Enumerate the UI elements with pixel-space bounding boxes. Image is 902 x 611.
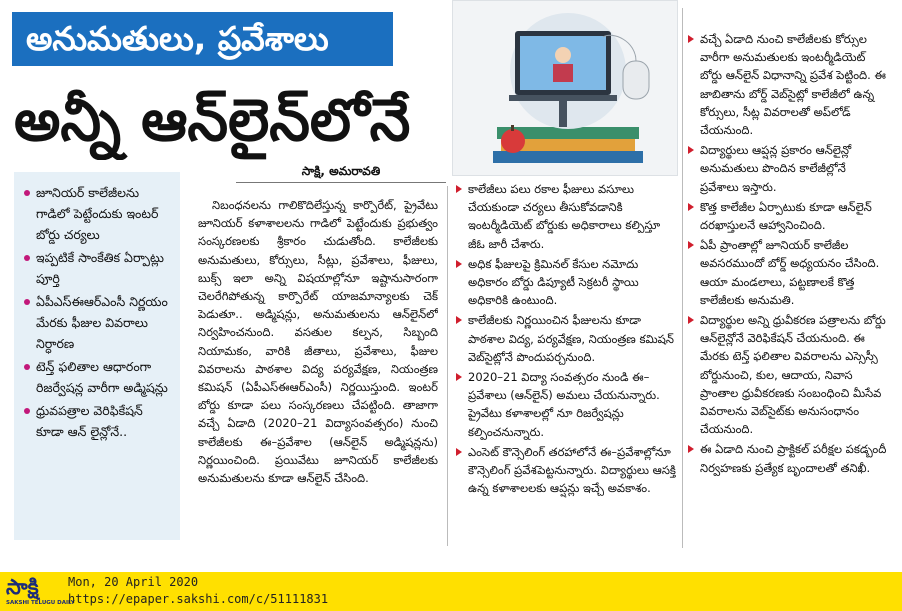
arrow-bullet-icon (456, 316, 462, 324)
list-item: విద్యార్థుల అన్ని ధ్రువీకరణ పత్రాలను బోర్డు ఆన్‌లైన్లోనే వెరిఫికేషన్ చేయనుంది. ఈ మేరకు టెన్త్ ఫలితాల వివరాలను ఎస్సెస్సీ బోర్డునుంచి, కుల, ఆదాయ, నివాస ప్రాంతాల ధ్రువీకరణకు సంబంధించి మీసేవ వివరాలను వెబ్‌సైట్‌కు అనుసంధానం చేయనుంది. (688, 311, 888, 438)
epaper-link[interactable]: https://epaper.sakshi.com/c/51111831 (68, 592, 329, 606)
kicker-banner: అనుమతులు, ప్రవేశాలు (12, 12, 393, 66)
sidebar-item: ధ్రువపత్రాల వెరిఫికేషన్ కూడా ఆన్ లైన్లోనే.. (24, 400, 172, 442)
bullet-icon (24, 299, 30, 305)
bullet-icon (24, 255, 30, 261)
body-paragraph: నిబంధనలను గాలికొదిలేస్తున్న కార్పొరేట్, ప్రైవేటు జూనియర్ కళాశాలలను గాడిలో పెట్టేందుకు ప్రభుత్వం సంస్కరణలకు శ్రీకారం చుడుతోంది. కాలేజీలకు అనుమతులు, కోర్సులు, సీట్లు, ప్రవేశాలు, ఫీజులు, బుక్స్ ఇలా అన్ని విషయాల్లోనూ ఇష్టానుసారంగా చెలరేగిపోతున్న కార్పొరేట్ యాజమాన్యాలకు చెక్ పెడుతూ.. అడ్మిషన్లు, అనుమతులను ఆన్‌లైన్‌లో నిర్వహించనుంది. వసతుల కల్పన, సిబ్బంది నియామకం, వారికి జీతాలు, ప్రవేశాలు, ఫీజుల వివరాలను పాఠశాల విద్య పర్యవేక్షణ, నియంత్రణ కమిషన్ (ఏపీఎస్ఈఆర్ఎంసీ) నిర్ణయిస్తుంది. ఇంటర్ బోర్డు కూడా పలు సంస్కరణలు చేపట్టింది. తాజాగా వచ్చే ఏడాది (2020–21 విద్యాసంవత్సరం) నుంచి కాలేజీలకు ఈ–ప్రవేశాల (ఆన్‌లైన్ అడ్మిషన్లను) నిర్ణయించింది. ప్రయివేటు జూనియర్ కాలేజీలకు అనుమతులను కూడా ఆన్‌లైన్ చేసింది. (198, 198, 438, 486)
list-item: కొత్త కాలేజీల ఏర్పాటుకు కూడా ఆన్‌లైన్ దరఖాస్తులనే ఆహ్వానించింది. (688, 198, 888, 234)
list-item: విద్యార్థులు ఆప్షన్ల ప్రకారం ఆన్‌లైన్లో అనుమతులు పొందిన కాలేజీల్లోనే ప్రవేశాలు ఇస్తారు. (688, 141, 888, 196)
list-item: వచ్చే ఏడాది నుంచి కాలేజీలకు కోర్సుల వారీగా అనుమతులకు ఇంటర్మీడియెట్ బోర్డు ఆన్‌లైన్ విధానాన్ని ప్రవేశ పెట్టింది. ఈ జాబితాను బోర్డ్ వెబ్‌సైట్లో కాలేజీలో ఉన్న కోర్సులు, సీట్ల వివరాలతో అప్‌లోడ్ చేయనుంది. (688, 30, 888, 139)
highlights-sidebar (14, 172, 180, 540)
arrow-bullet-icon (456, 260, 462, 268)
arrow-bullet-icon (456, 373, 462, 381)
list-item: కాలేజీలు పలు రకాల ఫీజులు వసూలు చేయకుండా చర్యలు తీసుకోవడానికి ఇంటర్మీడియెట్ బోర్డుకు అధికారాలు కల్పిస్తూ జీఓ జారీ చేశారు. (456, 180, 678, 253)
byline-divider (236, 182, 446, 183)
sidebar-item: జూనియర్ కాలేజీలను గాడిలో పెట్టేందుకు ఇంటర్ బోర్డు చర్యలు (24, 182, 172, 245)
arrow-bullet-icon (688, 203, 694, 211)
arrow-bullet-icon (688, 316, 694, 324)
list-item: అధిక ఫీజులపై క్రిమినల్ కేసుల నమోదు అధికారం బోర్డు డిప్యూటీ సెక్రటరీ స్థాయి అధికారికి ఉంటుంది. (456, 255, 678, 310)
sidebar-item: ఇప్పటికే సాంకేతిక ఏర్పాట్లు పూర్తి (24, 247, 172, 289)
arrow-bullet-icon (688, 241, 694, 249)
arrow-bullet-icon (456, 448, 462, 456)
list-item: కాలేజీలకు నిర్ణయించిన ఫీజులను కూడా పాఠశాల విద్య, పర్యవేక్షణ, నియంత్రణ కమిషన్ వెబ్‌సైట్లోనే పొందుపర్చనుంది. (456, 311, 678, 366)
bullet-icon (24, 408, 30, 414)
list-item: ఈ ఏడాది నుంచి ప్రాక్టికల్ పరీక్షల పకడ్బందీ నిర్వహణకు ప్రత్యేక బృందాలతో తనిఖీ. (688, 440, 888, 476)
sakshi-logo[interactable] (6, 574, 75, 609)
sidebar-item: టెన్త్ ఫలితాల ఆధారంగా రిజర్వేషన్ల వారీగా అడ్మిషన్లు (24, 356, 172, 398)
arrow-bullet-icon (688, 35, 694, 43)
sidebar-item: ఏపీఎస్ఈఆర్ఎంసీ నిర్ణయం మేరకు ఫీజుల వివరాలు నిర్ధారణ (24, 291, 172, 354)
article-body (198, 196, 438, 548)
epaper-footer (0, 572, 902, 611)
laptop-globe-icon (453, 1, 678, 176)
middle-column (456, 180, 678, 550)
arrow-bullet-icon (456, 185, 462, 193)
education-illustration (452, 0, 678, 176)
logo-wordmark: సాక్షి (6, 575, 39, 599)
column-divider (682, 8, 683, 548)
column-divider (447, 186, 448, 546)
publication-date: Mon, 20 April 2020 (68, 575, 199, 589)
logo-tagline: SAKSHI TELUGU DAILY (6, 600, 75, 606)
arrow-bullet-icon (688, 146, 694, 154)
bullet-icon (24, 364, 30, 370)
byline: సాక్షి, అమరావతి (301, 164, 381, 178)
list-item: ఏపీ ప్రాంతాల్లో జూనియర్ కాలేజీల అవసరముందో బోర్డ్ అధ్యయనం చేసింది. ఆయా మండలాలు, పట్టణాలకే కొత్త కాలేజీలకు అనుమతి. (688, 236, 888, 309)
headline: అన్నీ ఆన్‌లైన్‌లోనే (14, 86, 411, 154)
bullet-icon (24, 190, 30, 196)
arrow-bullet-icon (688, 445, 694, 453)
right-column (688, 30, 888, 550)
list-item: 2020–21 విద్యా సంవత్సరం నుండి ఈ–ప్రవేశాలు (ఆన్‌లైన్) అమలు చేయనున్నారు. ప్రైవేటు కళాశాలల్లో నూ రిజర్వేషన్లు కల్పించనున్నారు. (456, 368, 678, 441)
list-item: ఎంసెట్ కౌన్సెలింగ్ తరహాలోనే ఈ–ప్రవేశాల్లోనూ కౌన్సెలింగ్ ప్రవేశపెట్టనున్నారు. విద్యార్థులు ఆసక్తి ఉన్న కళాశాలలకు ఆప్షన్లు ఇచ్చే అవకాశం. (456, 443, 678, 498)
